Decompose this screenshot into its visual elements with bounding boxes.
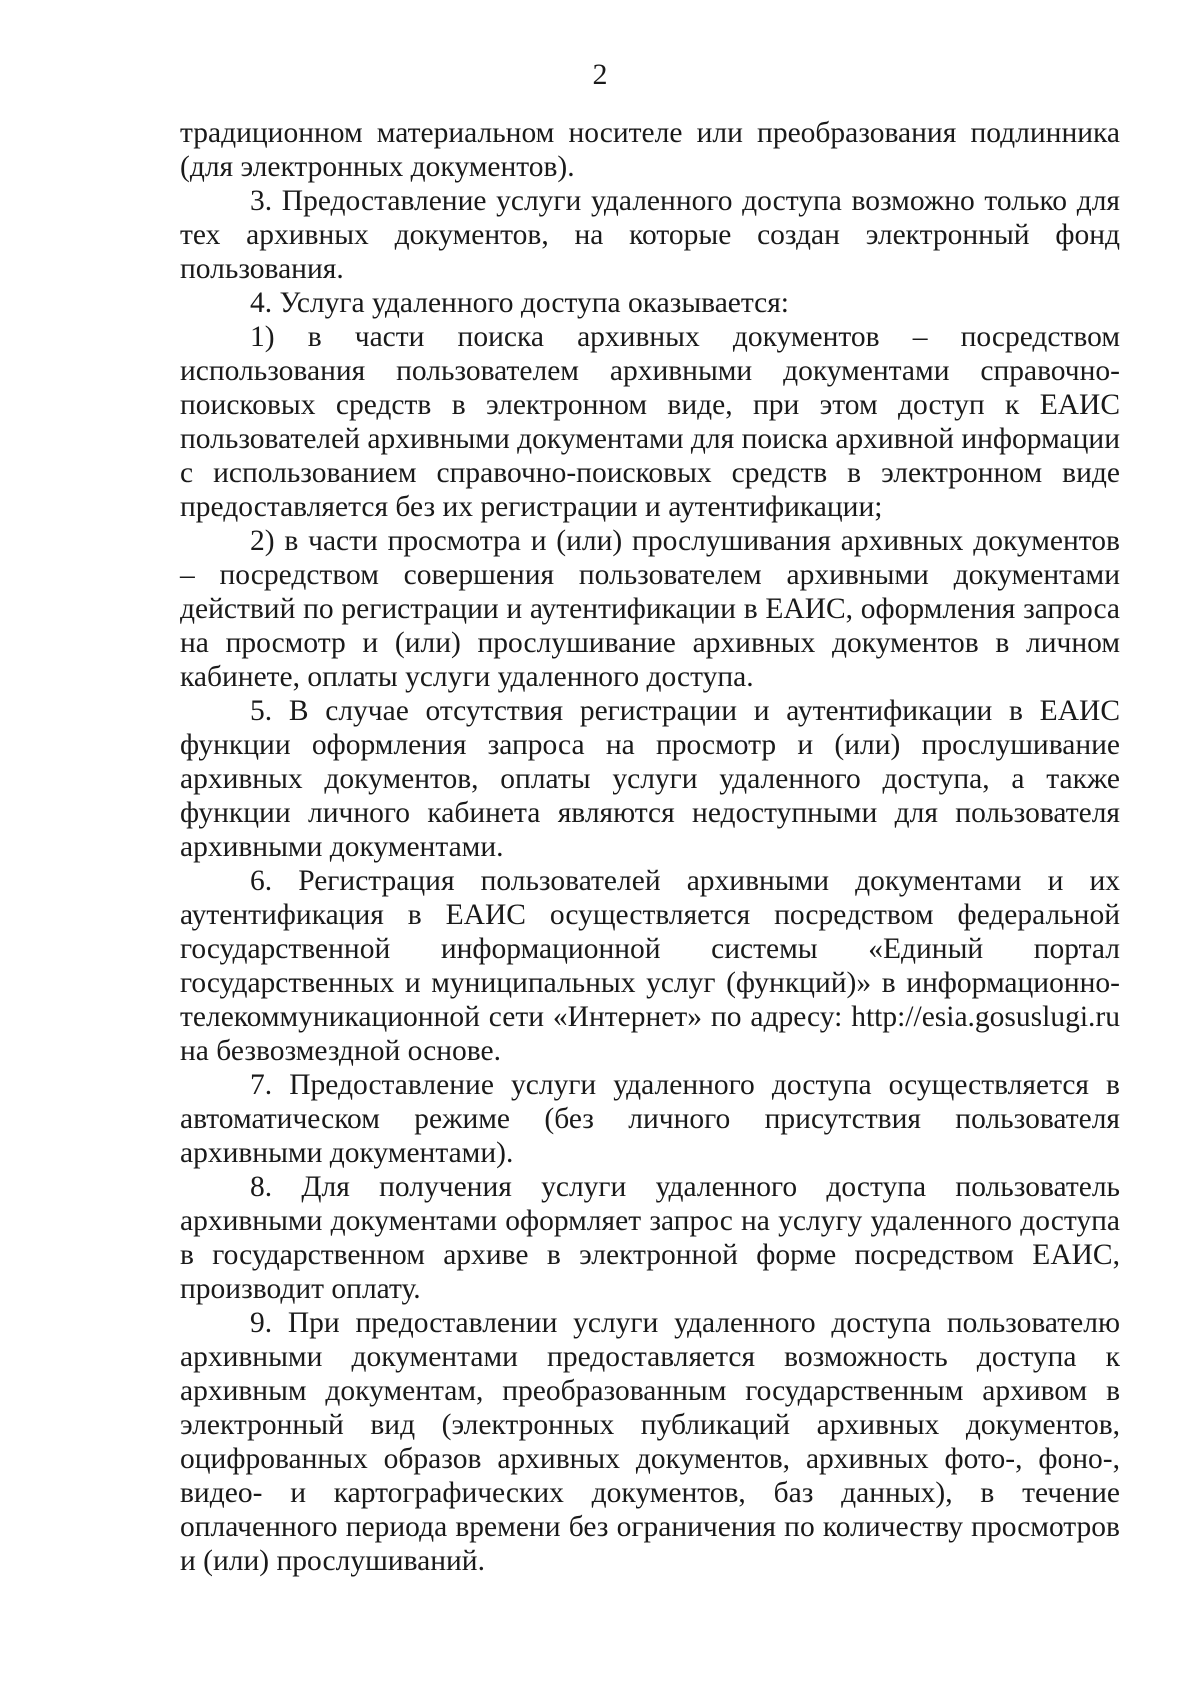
- paragraph-4: 4. Услуга удаленного доступа оказывается:: [250, 287, 789, 319]
- paragraph-9: 9. При предоставлении услуги удаленного доступа пользователю архивными документами предоставляется возможность доступа к архивным документам, преобразованным государственным архивом в электронный вид (электронных публикаций архивных документов, оцифрованных образов архивных документов, архивных фото-, фоно-, видео- и картографических документов, баз данных), в течение оплаченного периода времени без ограничения по количеству просмотров и (или) прослушиваний.: [180, 1307, 1120, 1577]
- paragraph-3: 3. Предоставление услуги удаленного доступа возможно только для тех архивных документов, на которые создан электронный фонд пользования.: [180, 185, 1120, 285]
- paragraph-continuation: традиционном материальном носителе или преобразования подлинника (для электронных документов).: [180, 117, 1120, 183]
- paragraph-6: 6. Регистрация пользователей архивными документами и их аутентификация в ЕАИС осуществляется посредством федеральной государственной информационной системы «Единый портал государственных и муниципальных услуг (функций)» в информационно-телекоммуникационной сети «Интернет» по адресу: http://esia.gosuslugi.ru на безвозмездной основе.: [180, 865, 1120, 1067]
- paragraph-4-item-1: 1) в части поиска архивных документов – посредством использования пользователем архивными документами справочно-поисковых средств в электронном виде, при этом доступ к ЕАИС пользователей архивными документами для поиска архивной информации с использованием справочно-поисковых средств в электронном виде предоставляется без их регистрации и аутентификации;: [180, 321, 1121, 523]
- paragraph-8: 8. Для получения услуги удаленного доступа пользователь архивными документами оформляет запрос на услугу удаленного доступа в государственном архиве в электронной форме посредством ЕАИС, производит оплату.: [180, 1171, 1120, 1305]
- document-body: [180, 116, 1120, 1578]
- page-number: 2: [592, 58, 608, 91]
- paragraph-7: 7. Предоставление услуги удаленного доступа осуществляется в автоматическом режиме (без личного присутствия пользователя архивными документами).: [180, 1069, 1120, 1169]
- paragraph-4-item-2: 2) в части просмотра и (или) прослушивания архивных документов – посредством совершения пользователем архивными документами действий по регистрации и аутентификации в ЕАИС, оформления запроса на просмотр и (или) прослушивание архивных документов в личном кабинете, оплаты услуги удаленного доступа.: [180, 525, 1120, 693]
- paragraph-5: 5. В случае отсутствия регистрации и аутентификации в ЕАИС функции оформления запроса на просмотр и (или) прослушивание архивных документов, оплаты услуги удаленного доступа, а также функции личного кабинета являются недоступными для пользователя архивными документами.: [180, 695, 1120, 863]
